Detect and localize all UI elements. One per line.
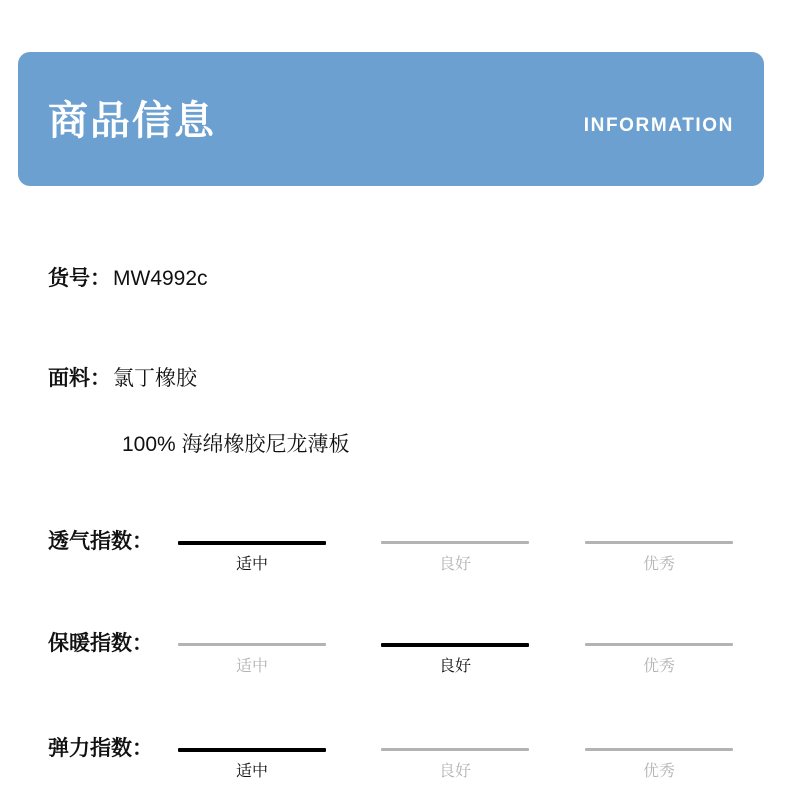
fabric-detail-row — [120, 428, 350, 458]
scale-label: 适中 — [235, 658, 268, 675]
index-scale-option-2[interactable] — [585, 732, 733, 788]
index-row-warmth — [48, 627, 748, 689]
index-row-breathability — [48, 525, 748, 587]
index-scale-option-0[interactable] — [178, 525, 326, 581]
scale-label: 良好 — [438, 658, 471, 675]
scale-bar — [585, 643, 733, 646]
scale-label: 适中 — [235, 763, 268, 780]
scale-label: 良好 — [438, 556, 471, 573]
index-scale-option-2[interactable] — [585, 627, 733, 683]
scale-bar — [585, 541, 733, 544]
product-code-row — [48, 262, 208, 292]
product-code-value: MW4992c — [113, 267, 208, 290]
scale-bar — [178, 643, 326, 646]
index-label: 保暖指数： — [48, 632, 153, 655]
index-label: 透气指数： — [48, 530, 153, 553]
scale-label: 优秀 — [642, 658, 675, 675]
scale-bar — [381, 643, 529, 647]
index-scale-option-0[interactable] — [178, 732, 326, 788]
fabric-label: 面料： — [48, 367, 111, 390]
fabric-value: 氯丁橡胶 — [113, 367, 197, 390]
scale-bar — [178, 748, 326, 752]
scale-bar — [381, 541, 529, 544]
scale-bar — [178, 541, 326, 545]
scale-label: 良好 — [438, 763, 471, 780]
scale-label: 优秀 — [642, 556, 675, 573]
fabric-detail-value: 100% 海绵橡胶尼龙薄板 — [122, 433, 350, 456]
scale-bar — [585, 748, 733, 751]
product-code-label: 货号： — [48, 267, 111, 290]
index-scale-option-1[interactable] — [381, 525, 529, 581]
index-scale-option-1[interactable] — [381, 732, 529, 788]
banner-subtitle: INFORMATION — [583, 115, 734, 136]
scale-label: 优秀 — [642, 763, 675, 780]
index-scale-option-2[interactable] — [585, 525, 733, 581]
index-scale-option-0[interactable] — [178, 627, 326, 683]
information-banner — [18, 52, 764, 186]
scale-label: 适中 — [235, 556, 268, 573]
banner-title: 商品信息 — [48, 99, 216, 143]
index-scale-option-1[interactable] — [381, 627, 529, 683]
scale-bar — [381, 748, 529, 751]
fabric-row — [48, 362, 197, 392]
index-row-elasticity — [48, 732, 748, 794]
index-label: 弹力指数： — [48, 737, 153, 760]
